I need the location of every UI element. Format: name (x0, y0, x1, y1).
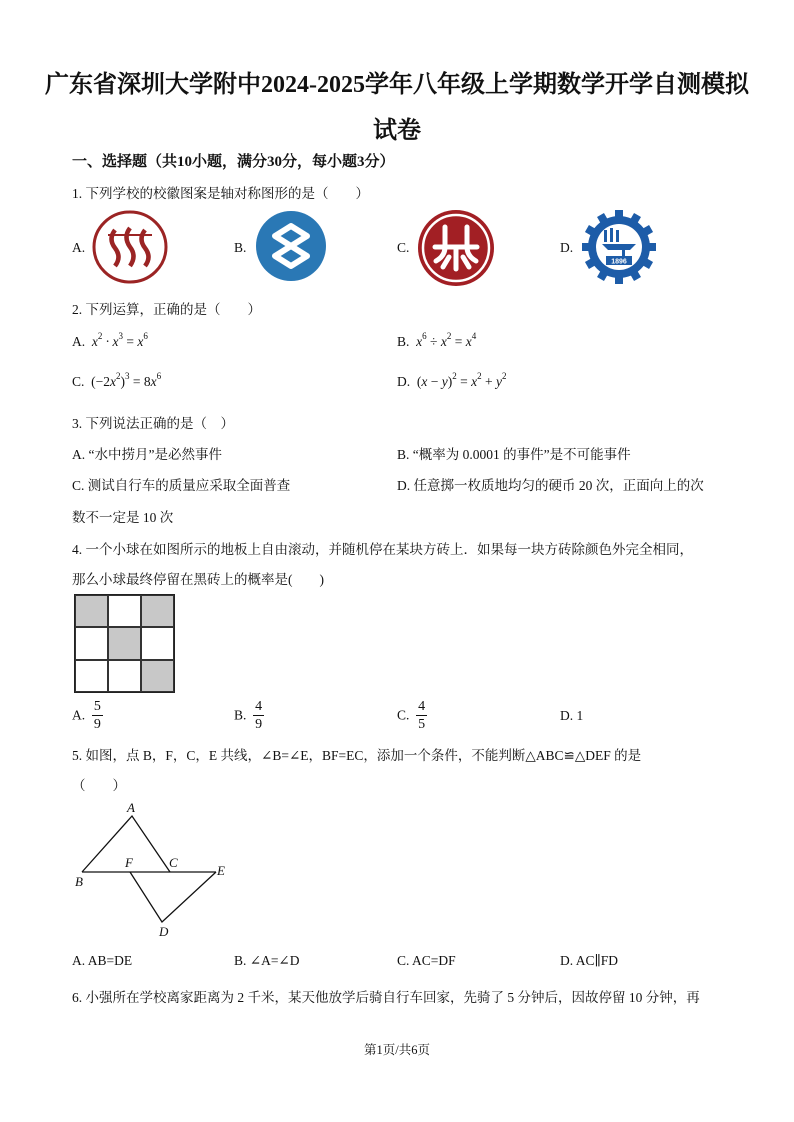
light-tile (75, 660, 108, 692)
q4-option-d: D. 1 (560, 708, 584, 723)
q4-option-c (397, 698, 427, 733)
q4-option-b-label: B. (234, 707, 247, 723)
q3-stem: 3. 下列说法正确的是（ ） (72, 416, 234, 431)
title-line-1: 广东省深圳大学附中2024-2025学年八年级上学期数学开学自测模拟 (45, 72, 749, 98)
point-label-c: C (169, 855, 178, 870)
q3-option-d-continued: 数不一定是 10 次 (72, 510, 174, 525)
q1-option-b-label: B. (234, 240, 247, 255)
point-label-b: B (75, 874, 83, 889)
triangle-figure (70, 800, 240, 942)
q1-stem: 1. 下列学校的校徽图案是轴对称图形的是（ ） (72, 186, 369, 201)
light-tile (108, 595, 141, 627)
school-logo-d-icon (582, 210, 656, 284)
q1-option-d-label: D. (560, 240, 574, 255)
q2-option-b-label: B. (397, 334, 410, 349)
q5-option-a: A. AB=DE (72, 953, 133, 968)
q4-option-c-fraction: $\frac{4}{5}$ (418, 699, 426, 732)
light-tile (108, 660, 141, 692)
title-line-2: 试卷 (373, 118, 421, 144)
point-label-d: D (159, 924, 169, 939)
dark-tile (141, 660, 174, 692)
q4-stem: 4. 一个小球在如图所示的地板上自由滚动，并随机停在某块方砖上．如果每一块方砖除颜色外完全相同， (72, 542, 693, 557)
q5-option-b: B. ∠A=∠D (234, 953, 300, 968)
q4-option-c-label: C. (397, 707, 410, 723)
q2-option-a: A. $x^2 \cdot x^3 = x^6$ (72, 331, 148, 349)
school-logo-c-icon (417, 209, 495, 287)
q5-stem: 5. 如图，点 B，F，C，E 共线，∠B=∠E，BF=EC，添加一个条件，不能判断△ABC≌△DEF 的是 (72, 748, 642, 763)
school-logo-a-icon (91, 210, 169, 284)
q2-option-b: B. $x^6 \div x^2 = x^4$ (397, 331, 477, 349)
q4-stem-line-2: 那么小球最终停留在黑砖上的概率是( ) (72, 572, 324, 587)
light-tile (141, 627, 174, 659)
q5-paren: （ ） (72, 778, 126, 793)
q4-option-a-label: A. (72, 707, 86, 723)
dark-tile (108, 627, 141, 659)
school-logo-b-icon (255, 210, 327, 282)
page-footer: 第1页/共6页 (364, 1043, 430, 1057)
q6-stem: 6. 小强所在学校离家距离为 2 千米，某天他放学后骑自行车回家，先骑了 5 分钟后，因故停留 10 分钟，再 (72, 990, 700, 1005)
q2-option-a-label: A. (72, 334, 86, 349)
q2-stem: 2. 下列运算，正确的是（ ） (72, 302, 261, 317)
q5-option-c: C. AC=DF (397, 953, 456, 968)
q2-option-c-label: C. (72, 374, 85, 389)
q4-option-a-fraction: $\frac{5}{9}$ (93, 699, 101, 732)
q4-option-a (72, 698, 103, 733)
dark-tile (141, 595, 174, 627)
q3-option-b: B. “概率为 0.0001 的事件”是不可能事件 (397, 447, 631, 462)
q2-option-c: C. $(-2x^2)^3 = 8x^6$ (72, 371, 162, 389)
floor-tile-grid (74, 594, 175, 693)
q1-option-c-label: C. (397, 240, 410, 255)
logo-d-year: 1896 (611, 258, 627, 266)
point-label-f: F (125, 855, 133, 870)
section-heading: 一、选择题（共10小题，满分30分，每小题3分） (72, 154, 395, 170)
dark-tile (75, 595, 108, 627)
q4-option-b (234, 698, 264, 733)
q2-option-d: D. $(x - y)^2 = x^2 + y^2$ (397, 371, 507, 389)
q4-option-b-fraction: $\frac{4}{9}$ (255, 699, 263, 732)
q1-option-a-label: A. (72, 240, 86, 255)
point-label-a: A (127, 800, 135, 815)
light-tile (75, 627, 108, 659)
q5-option-d: D. AC∥FD (560, 953, 619, 968)
q2-option-d-label: D. (397, 374, 411, 389)
q3-option-c: C. 测试自行车的质量应采取全面普查 (72, 478, 291, 493)
q3-option-d: D. 任意掷一枚质地均匀的硬币 20 次，正面向上的次 (397, 478, 704, 493)
point-label-e: E (217, 863, 225, 878)
q3-option-a: A. “水中捞月”是必然事件 (72, 447, 222, 462)
